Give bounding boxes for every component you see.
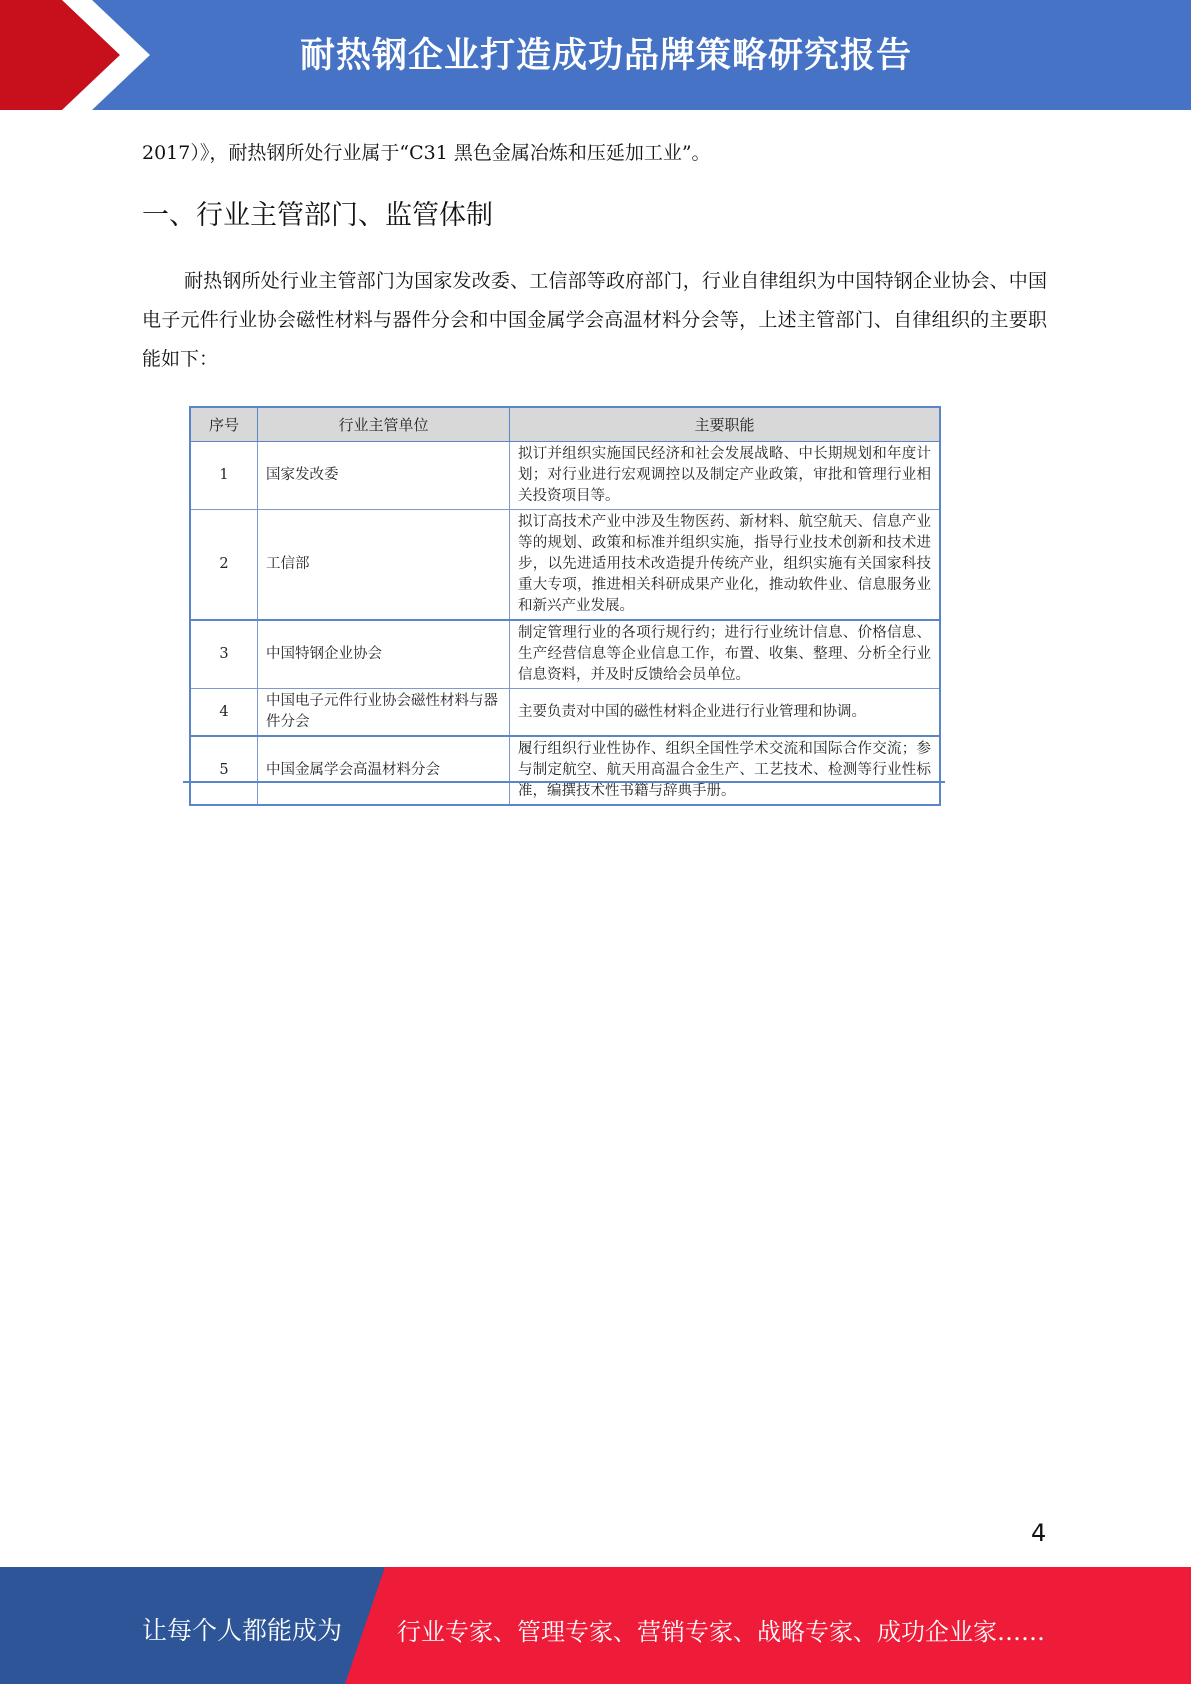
report-title: 耐热钢企业打造成功品牌策略研究报告 bbox=[300, 36, 913, 76]
row-no: 5 bbox=[190, 736, 258, 805]
row-unit: 工信部 bbox=[258, 510, 510, 621]
row-duty: 拟订高技术产业中涉及生物医药、新材料、航空航天、信息产业等的规划、政策和标准并组织实施，指导行业技术创新和技术进步，以先进适用技术改造提升传统产业，组织实施有关国家科技重大专项，推进相关科研成果产业化，推动软件业、信息服务业和新兴产业发展。 bbox=[510, 510, 941, 621]
body-paragraph: 耐热钢所处行业主管部门为国家发改委、工信部等政府部门，行业自律组织为中国特钢企业协会、中国电子元件行业协会磁性材料与器件分会和中国金属学会高温材料分会等，上述主管部门、自律组织的主要职能如下： bbox=[142, 270, 1047, 370]
header-duty: 主要职能 bbox=[510, 407, 941, 442]
section-heading: 一、行业主管部门、监管体制 bbox=[142, 200, 493, 231]
header-no: 序号 bbox=[190, 407, 258, 442]
row-unit: 中国电子元件行业协会磁性材料与器件分会 bbox=[258, 689, 510, 737]
table-row bbox=[190, 442, 940, 510]
footer-slogan-left: 让每个人都能成为 bbox=[142, 1616, 343, 1645]
row-duty: 制定管理行业的各项行规行约；进行行业统计信息、价格信息、生产经营信息等企业信息工作，布置、收集、整理、分析全行业信息资料，并及时反馈给会员单位。 bbox=[510, 620, 941, 689]
row-no: 1 bbox=[190, 442, 258, 510]
row-duty: 拟订并组织实施国民经济和社会发展战略、中长期规划和年度计划；对行业进行宏观调控以及制定产业政策，审批和管理行业相关投资项目等。 bbox=[510, 442, 941, 510]
row-no: 3 bbox=[190, 620, 258, 689]
row-unit: 中国特钢企业协会 bbox=[258, 620, 510, 689]
footer-banner bbox=[0, 1567, 1191, 1684]
regulator-table bbox=[189, 406, 941, 806]
row-duty: 履行组织行业性协作、组织全国性学术交流和国际合作交流；参与制定航空、航天用高温合金生产、工艺技术、检测等行业性标准，编撰技术性书籍与辞典手册。 bbox=[510, 736, 941, 805]
footer-slogan-right: 行业专家、管理专家、营销专家、战略专家、成功企业家…… bbox=[397, 1618, 1045, 1646]
page-number: 4 bbox=[1031, 1519, 1047, 1547]
regulator-table-wrapper bbox=[189, 406, 941, 806]
header-chevron-icon bbox=[0, 0, 160, 110]
table-row bbox=[190, 689, 940, 737]
row-duty: 主要负责对中国的磁性材料企业进行行业管理和协调。 bbox=[510, 689, 941, 737]
row-unit: 中国金属学会高温材料分会 bbox=[258, 736, 510, 805]
row-no: 4 bbox=[190, 689, 258, 737]
row-no: 2 bbox=[190, 510, 258, 621]
intro-line: 2017）》，耐热钢所处行业属于“C31 黑色金属冶炼和压延加工业”。 bbox=[142, 142, 711, 164]
table-row bbox=[190, 736, 940, 805]
table-header-row bbox=[190, 407, 940, 442]
header-banner bbox=[0, 0, 1191, 110]
row-unit: 国家发改委 bbox=[258, 442, 510, 510]
table-row bbox=[190, 620, 940, 689]
table-bottom-rule bbox=[183, 781, 945, 783]
header-unit: 行业主管单位 bbox=[258, 407, 510, 442]
table-row bbox=[190, 510, 940, 621]
